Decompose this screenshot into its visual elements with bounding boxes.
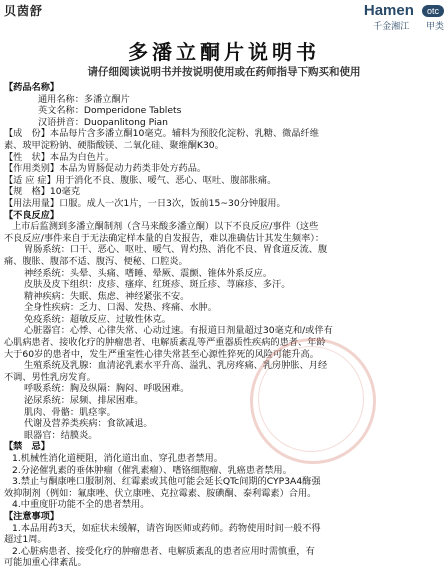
right-badge-cn: 甲类 bbox=[425, 22, 444, 32]
line: 【作用类别】本品为胃肠促动力药类非处方药品。 bbox=[4, 163, 207, 175]
line: 肌肉、骨骼：肌痉挛。 bbox=[24, 406, 116, 418]
line: 痛、腹胀、腹部不适、腹泻、便秘、口腔炎。 bbox=[4, 255, 188, 267]
line: 免疫系统：超敏反应、过敏性休克。 bbox=[24, 313, 171, 325]
line: 【不良反应】 bbox=[4, 209, 60, 221]
line: 英文名称：Domperidone Tablets bbox=[38, 105, 182, 117]
page-subtitle: 请仔细阅读说明书并按说明使用或在药师指导下购买和使用 bbox=[87, 66, 361, 78]
right-brand-cn: 千金湘江 bbox=[373, 22, 410, 32]
line: 心脏器官：心悸、心律失常、心动过速。有报道日剂量超过30毫克和/或伴有 bbox=[24, 325, 333, 337]
line: 1.本品用药3天，如症状未缓解，请咨询医师或药师。药物使用时间一般不得 bbox=[12, 522, 321, 534]
line: 胃肠系统：口干、恶心、呕吐、嗳气、胃灼热、消化不良、胃食道反流、腹 bbox=[24, 244, 328, 256]
line: 不调、男性乳房发育。 bbox=[4, 371, 96, 383]
right-brand-latin: Hamen bbox=[363, 2, 414, 19]
line: 代谢及营养类疾病：食欲减退。 bbox=[24, 418, 153, 430]
line: 大于60岁的患者中，发生严重室性心律失常甚至心源性猝死的风险可能升高。 bbox=[4, 348, 319, 360]
line: 不良反应/事件来自于无法确定样本量的自发报告，难以准确估计其发生频率）： bbox=[4, 232, 325, 244]
line: 泌尿系统：尿频、排尿困难。 bbox=[24, 395, 144, 407]
stamp-inner-ring bbox=[258, 346, 364, 452]
otc-badge: otc bbox=[422, 5, 444, 17]
line: 皮肤及皮下组织：皮疹、瘙痒、红斑疹、斑丘疹、荨麻疹、多汗。 bbox=[24, 279, 291, 291]
line: 呼吸系统：胸及纵隔：胸闷、呼吸困难。 bbox=[24, 383, 190, 395]
line: 精神疾病：失眠、焦虑、神经紧张不安。 bbox=[24, 290, 190, 302]
line: 【成 份】本品每片含多潘立酮10毫克。辅料为预胶化淀粉、乳糖、微晶纤维 bbox=[4, 128, 319, 140]
line: 【性 状】本品为白色片。 bbox=[4, 151, 115, 163]
right-brand bbox=[364, 0, 444, 32]
line: 生殖系统及乳腺：血清泌乳素水平升高、溢乳、乳房疼痛、乳房肿胀、月经 bbox=[24, 360, 328, 372]
line: 4.中重度肝功能不全的患者禁用。 bbox=[12, 499, 150, 511]
line: 神经系统：头晕、头痛、嗜睡、晕厥、震颤、锥体外系反应。 bbox=[24, 267, 273, 279]
line: 【注意事项】 bbox=[4, 510, 60, 522]
header bbox=[0, 0, 448, 30]
line: 1.机械性消化道梗阻，消化道出血、穿孔患者禁用。 bbox=[12, 453, 223, 464]
line: 【适 应 症】用于消化不良、腹胀、嗳气、恶心、呕吐、腹部胀痛。 bbox=[4, 174, 277, 186]
line: 素、玻甲淀粉钠、硬脂酸镁、二氧化硅、聚维酮K30。 bbox=[4, 139, 224, 151]
document-body bbox=[4, 82, 444, 569]
line: 全身性疾病：乏力、口渴、发热、疼痛、水肿。 bbox=[24, 302, 217, 314]
line: 可能加重心律紊乱。 bbox=[4, 557, 87, 569]
line: 眼器官：结膜炎。 bbox=[24, 429, 98, 441]
line: 上市后监测到多潘立酮制剂（含马来酸多潘立酮）以下不良反应/事件（这些 bbox=[12, 221, 319, 233]
left-brand: 贝茵舒 bbox=[4, 4, 44, 18]
line: 3.禁止与酮康唑口服制剂、红霉素或其他可能会延长QTc间期的CYP3A4酶强 bbox=[12, 476, 321, 488]
line: 效抑制剂（例如：氟康唑、伏立康唑、克拉霉素、胺碘酮、泰利霉素）合用。 bbox=[4, 487, 317, 499]
line: 2.分泌催乳素的垂体肿瘤（催乳素瘤）、嗜铬细胞瘤、乳癌患者禁用。 bbox=[12, 464, 292, 476]
line: 【用法用量】口服。成人一次1片，一日3次，饭前15~30分钟服用。 bbox=[4, 197, 286, 209]
line: 【禁 忌】 bbox=[4, 441, 50, 453]
line: 超过1周。 bbox=[4, 534, 47, 546]
line: 通用名称：多潘立酮片 bbox=[38, 93, 130, 105]
line: 心肌病患者、接收化疗的肿瘤患者、电解质紊乱等严重器质性疾病的患者、年龄 bbox=[4, 337, 326, 349]
page-title: 多潘立酮片说明书 bbox=[128, 40, 320, 64]
line: 2.心脏病患者、接受化疗的肿瘤患者、电解质紊乱的患者应用时需慎重，有 bbox=[12, 545, 315, 557]
line: 【药品名称】 bbox=[4, 82, 60, 93]
line: 汉语拼音：Duopanlitong Pian bbox=[38, 116, 168, 128]
line: 【规 格】10毫克 bbox=[4, 186, 81, 198]
